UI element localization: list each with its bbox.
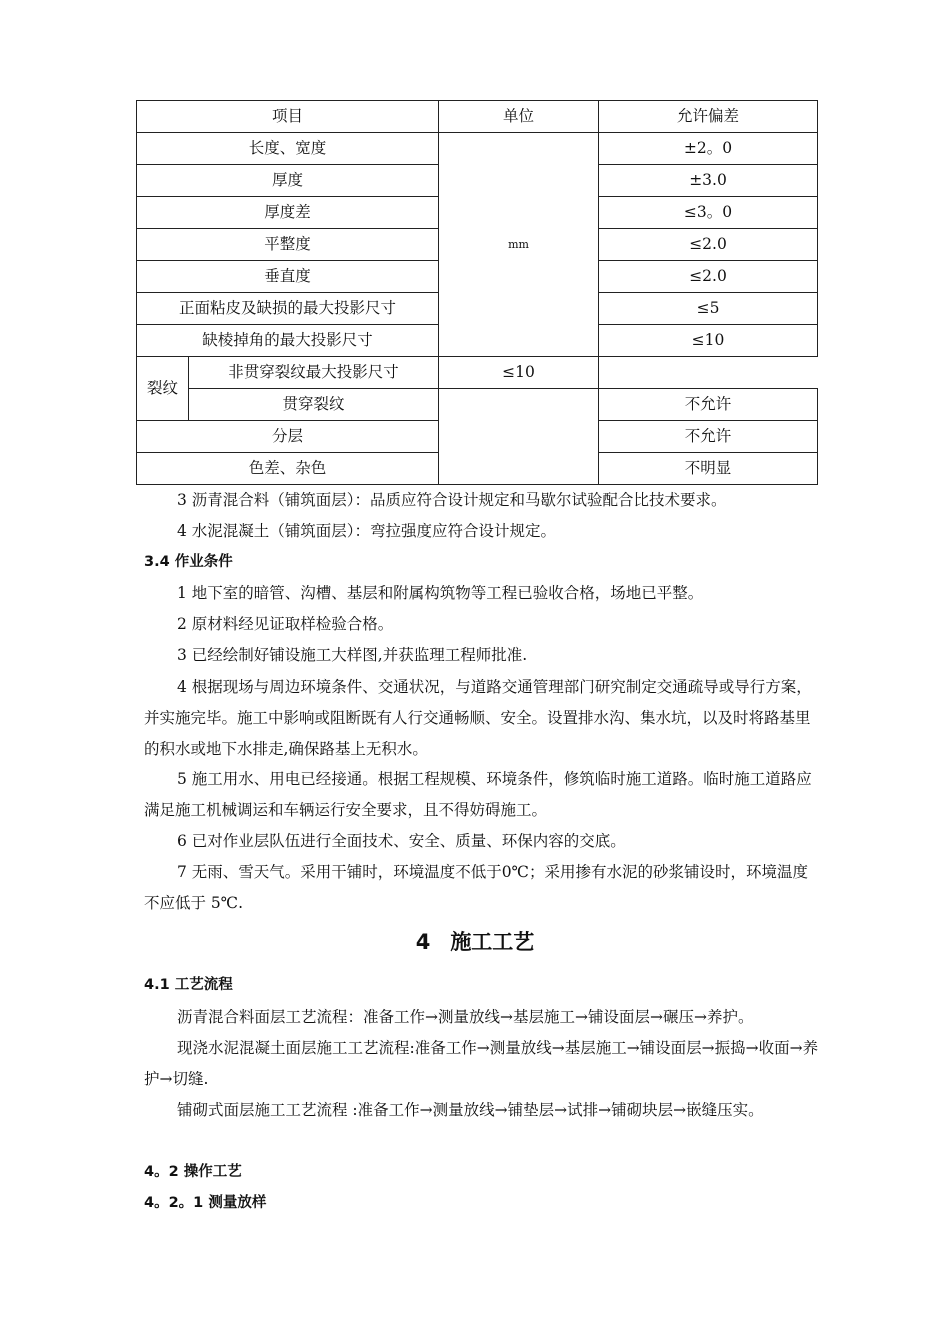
row-tolerance: ≤10 <box>599 325 818 357</box>
row-tolerance: 不允许 <box>599 421 818 453</box>
row-tolerance: ≤2.0 <box>599 261 818 293</box>
row-tolerance: ≤5 <box>599 293 818 325</box>
unit-cell: mm <box>439 133 599 357</box>
condition-7: 7 无雨、雪天气。采用干铺时，环境温度不低于0℃；采用掺有水泥的砂浆铺设时，环境温度不应低于 5℃. <box>144 863 808 912</box>
condition-4: 4 根据现场与周边环境条件、交通状况，与道路交通管理部门研究制定交通疏导或导行方案，并实施完毕。施工中影响或阻断既有人行交通畅顺、安全。设置排水沟、集水坑，以及时将路基里的积水或地下水排走,确保路基上无积水。 <box>144 678 812 758</box>
unit-cell-empty <box>439 389 599 485</box>
tolerance-table <box>136 100 818 485</box>
condition-6: 6 已对作业层队伍进行全面技术、安全、质量、环保内容的交底。 <box>177 832 626 850</box>
flow-asphalt: 沥青混合料面层工艺流程：准备工作→测量放线→基层施工→铺设面层→碾压→养护。 <box>177 1008 754 1026</box>
section-3-4-heading: 3.4 作业条件 <box>144 554 233 570</box>
row-item: 长度、宽度 <box>137 133 439 165</box>
row-item: 垂直度 <box>137 261 439 293</box>
condition-3: 3 已经绘制好铺设施工大样图,并获监理工程师批准. <box>177 646 528 664</box>
row-tolerance: 不允许 <box>599 389 818 421</box>
row-tolerance: ±3.0 <box>599 165 818 197</box>
section-4-2-heading: 4。2 操作工艺 <box>144 1164 242 1180</box>
flow-concrete: 现浇水泥混凝土面层施工工艺流程:准备工作→测量放线→基层施工→铺设面层→振捣→收面→养护→切缝. <box>144 1039 819 1088</box>
cement-requirement: 4 水泥混凝土（铺筑面层）：弯拉强度应符合设计规定。 <box>177 522 557 540</box>
row-item: 色差、杂色 <box>137 453 439 485</box>
row-item: 厚度差 <box>137 197 439 229</box>
row-item: 厚度 <box>137 165 439 197</box>
row-item: 缺棱掉角的最大投影尺寸 <box>137 325 439 357</box>
section-4-2-1-heading: 4。2。1 测量放样 <box>144 1195 267 1211</box>
row-tolerance: ≤3。0 <box>599 197 818 229</box>
row-item: 平整度 <box>137 229 439 261</box>
condition-2: 2 原材料经见证取样检验合格。 <box>177 615 394 633</box>
table-row <box>137 133 818 165</box>
row-item: 非贯穿裂纹最大投影尺寸 <box>189 357 439 389</box>
condition-1: 1 地下室的暗管、沟槽、基层和附属构筑物等工程已验收合格，场地已平整。 <box>177 584 704 602</box>
row-tolerance: ≤10 <box>439 357 599 389</box>
row-tolerance: ±2。0 <box>599 133 818 165</box>
row-tolerance: ≤2.0 <box>599 229 818 261</box>
chapter-number: 4 <box>415 930 431 954</box>
table-header-row <box>137 101 818 133</box>
flow-paving: 铺砌式面层施工工艺流程 :准备工作→测量放线→铺垫层→试排→铺砌块层→嵌缝压实。 <box>177 1101 764 1119</box>
condition-5: 5 施工用水、用电已经接通。根据工程规模、环境条件，修筑临时施工道路。临时施工道路应满足施工机械调运和车辆运行安全要求，且不得妨碍施工。 <box>144 770 812 819</box>
chapter-title: 施工工艺 <box>450 930 535 954</box>
table-row <box>137 389 818 421</box>
chapter-heading <box>0 926 950 956</box>
crack-group-cell: 裂纹 <box>137 357 189 421</box>
header-unit: 单位 <box>439 101 599 133</box>
asphalt-requirement: 3 沥青混合料（铺筑面层）：品质应符合设计规定和马歇尔试验配合比技术要求。 <box>177 491 727 509</box>
header-tolerance: 允许偏差 <box>599 101 818 133</box>
row-item: 正面粘皮及缺损的最大投影尺寸 <box>137 293 439 325</box>
row-item: 贯穿裂纹 <box>189 389 439 421</box>
row-item: 分层 <box>137 421 439 453</box>
table-row <box>137 357 818 389</box>
section-4-1-heading: 4.1 工艺流程 <box>144 977 233 993</box>
header-item: 项目 <box>137 101 439 133</box>
row-tolerance: 不明显 <box>599 453 818 485</box>
